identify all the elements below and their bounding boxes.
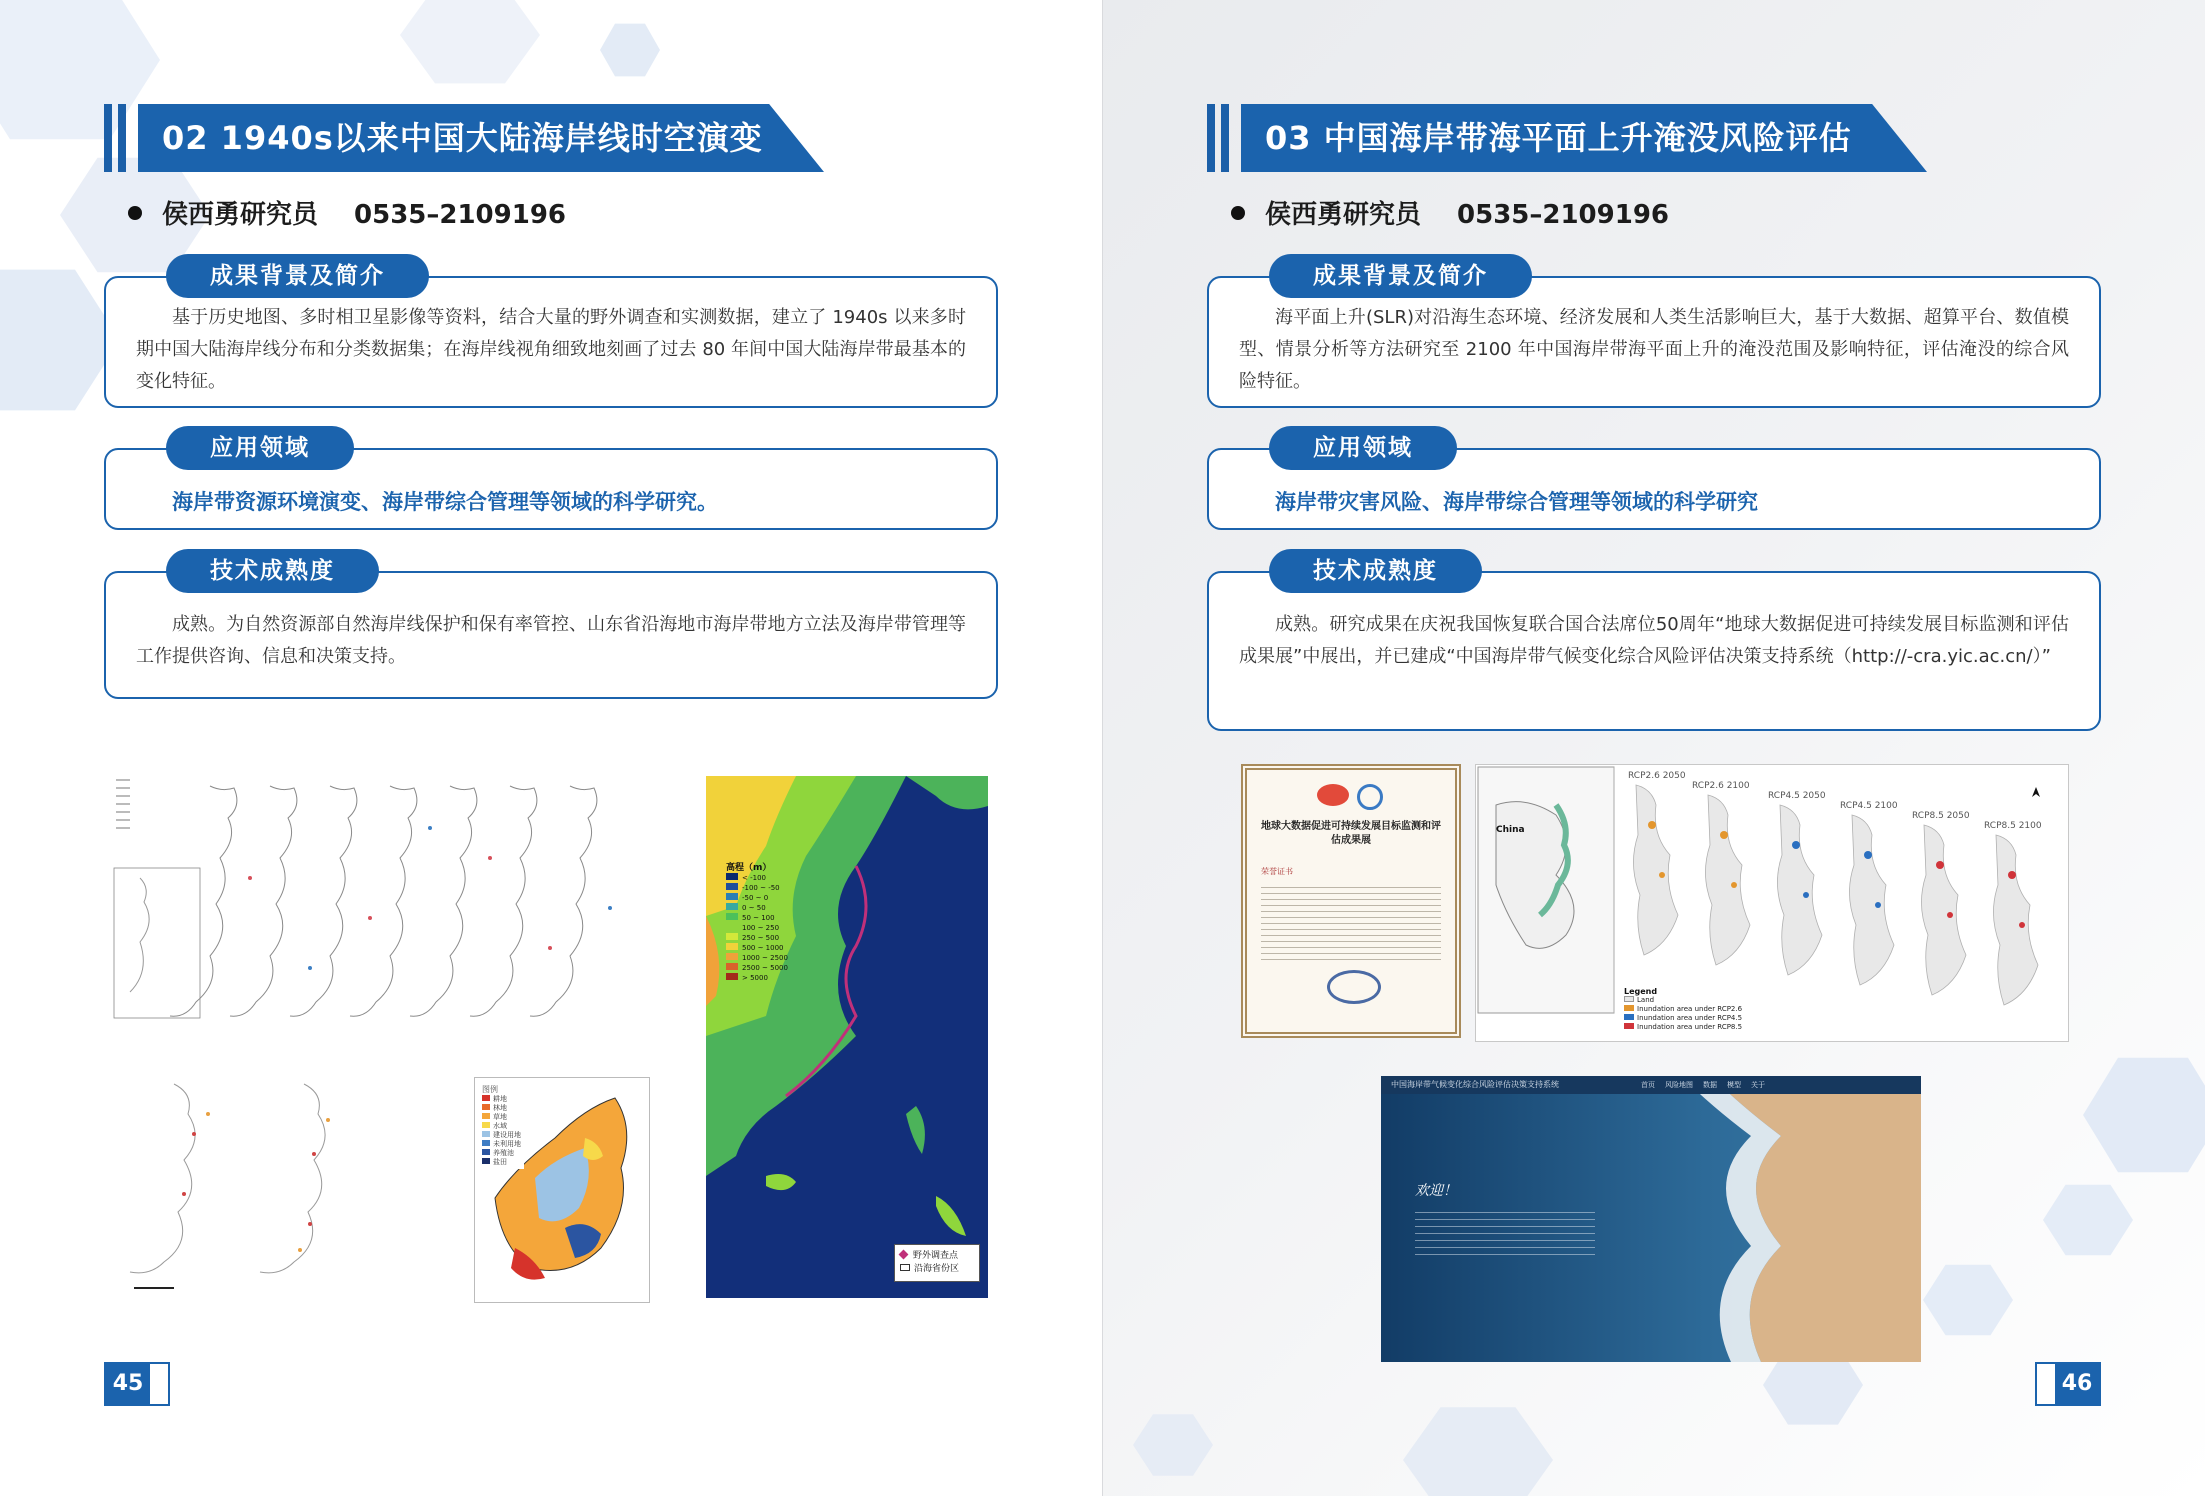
legend-swatch xyxy=(482,1131,490,1137)
page-number: 46 xyxy=(2055,1364,2099,1404)
website-screenshot xyxy=(1381,1076,1921,1362)
section-title-banner xyxy=(1207,104,1927,172)
background-box xyxy=(104,263,998,408)
researcher-line xyxy=(128,194,566,231)
researcher-name: 侯西勇研究员 xyxy=(162,200,319,230)
nav-item[interactable]: 首页 xyxy=(1641,1081,1655,1089)
landuse-map-figure xyxy=(474,1077,650,1303)
maturity-label: 技术成熟度 xyxy=(166,549,379,593)
legend-swatch xyxy=(1624,1014,1634,1020)
survey-point-icon xyxy=(899,1250,909,1260)
decor-hexagon xyxy=(600,20,660,80)
legend-item: -50 ~ 0 xyxy=(742,894,769,902)
nav-item[interactable]: 关于 xyxy=(1751,1081,1765,1089)
legend-swatch xyxy=(726,893,738,900)
legend-swatch xyxy=(726,953,738,960)
certificate-figure xyxy=(1241,764,1461,1038)
decor-hexagon xyxy=(2043,1180,2133,1260)
legend-item: 耕地 xyxy=(493,1095,507,1103)
website-title: 中国海岸带气候变化综合风险评估决策支持系统 xyxy=(1391,1080,1559,1089)
application-box xyxy=(1207,435,2101,530)
page-number-box xyxy=(2035,1362,2101,1406)
legend-item: > 5000 xyxy=(742,974,768,982)
nav-item[interactable]: 风险地图 xyxy=(1665,1081,1693,1089)
coastline-evolution-figure xyxy=(110,768,650,1040)
application-box xyxy=(104,435,998,530)
legend-swatch xyxy=(726,933,738,940)
maturity-label: 技术成熟度 xyxy=(1269,549,1482,593)
scenario-label: RCP2.6 2100 xyxy=(1692,781,1750,791)
legend-swatch xyxy=(482,1122,490,1128)
application-text: 海岸带资源环境演变、海岸带综合管理等领域的科学研究。 xyxy=(172,490,718,514)
bullet-icon xyxy=(1231,206,1245,220)
elevation-map-figure xyxy=(706,776,988,1298)
slr-scenario-figure xyxy=(1475,764,2069,1042)
legend-swatch xyxy=(726,963,738,970)
background-label: 成果背景及简介 xyxy=(166,254,429,298)
decor-hexagon xyxy=(2083,1050,2205,1180)
scenario-label: RCP4.5 2050 xyxy=(1768,791,1826,801)
legend-item: 50 ~ 100 xyxy=(742,914,775,922)
website-welcome: 欢迎！ xyxy=(1415,1183,1457,1199)
decor-hexagon xyxy=(400,0,540,90)
legend-swatch xyxy=(482,1158,490,1164)
left-page xyxy=(0,0,1102,1496)
legend-item: Land xyxy=(1637,996,1655,1004)
bullet-icon xyxy=(128,206,142,220)
legend-item: 1000 ~ 2500 xyxy=(742,954,788,962)
legend-item: Inundation area under RCP4.5 xyxy=(1637,1014,1743,1022)
seal-icon xyxy=(1327,970,1381,1004)
background-box xyxy=(1207,263,2101,408)
certificate-heading: 荣誉证书 xyxy=(1261,867,1293,876)
legend-swatch xyxy=(482,1095,490,1101)
maturity-text: 成熟。为自然资源部自然海岸线保护和保有率管控、山东省沿海地市海岸带地方立法及海岸带管理等工作提供咨询、信息和决策支持。 xyxy=(136,614,966,667)
researcher-name: 侯西勇研究员 xyxy=(1265,200,1422,230)
website-nav[interactable] xyxy=(1641,1080,1765,1090)
scenario-label: RCP4.5 2100 xyxy=(1840,801,1898,811)
legend-item: 野外调查点 xyxy=(913,1251,959,1261)
legend-swatch xyxy=(726,943,738,950)
legend-item: 林地 xyxy=(493,1104,507,1112)
legend-item: 水域 xyxy=(493,1122,507,1130)
page-number-box xyxy=(104,1362,170,1406)
elevation-map-svg xyxy=(706,776,988,1298)
legend-item: -100 ~ -50 xyxy=(742,884,780,892)
legend-item: 100 ~ 250 xyxy=(742,924,780,932)
province-area-icon xyxy=(900,1264,910,1271)
certificate-body xyxy=(1261,882,1441,962)
phone-number: 0535–2109196 xyxy=(1457,200,1670,230)
landuse-legend-list xyxy=(482,1095,521,1167)
legend-item: Inundation area under RCP2.6 xyxy=(1637,1005,1743,1013)
elevation-legend-title: 高程（m） xyxy=(726,863,772,873)
nav-item[interactable]: 模型 xyxy=(1727,1081,1741,1089)
legend-item: Inundation area under RCP8.5 xyxy=(1637,1023,1743,1031)
landuse-legend-title: 图例 xyxy=(482,1085,498,1094)
scenario-label: RCP8.5 2050 xyxy=(1912,811,1970,821)
page-number: 45 xyxy=(106,1364,150,1404)
legend-item: 建设用地 xyxy=(493,1131,521,1139)
decor-hexagon xyxy=(1133,1410,1213,1480)
landuse-legend xyxy=(479,1082,524,1169)
phone-number: 0535–2109196 xyxy=(354,200,567,230)
section-title: 03 中国海岸带海平面上升淹没风险评估 xyxy=(1265,119,1852,157)
application-text: 海岸带灾害风险、海岸带综合管理等领域的科学研究 xyxy=(1275,490,1758,514)
section-title: 02 1940s以来中国大陆海岸线时空演变 xyxy=(162,119,763,157)
china-label: China xyxy=(1496,825,1525,835)
researcher-line xyxy=(1231,194,1669,231)
decor-hexagon xyxy=(1403,1400,1553,1496)
slr-scenario-svg xyxy=(1476,765,2069,1042)
application-label: 应用领域 xyxy=(1269,426,1457,470)
legend-item: 草地 xyxy=(493,1113,507,1121)
legend-item: < -100 xyxy=(742,874,766,882)
legend-swatch xyxy=(726,903,738,910)
legend-swatch xyxy=(482,1149,490,1155)
scenario-label: RCP2.6 2050 xyxy=(1628,771,1686,781)
elevation-legend xyxy=(722,856,806,987)
decor-hexagon xyxy=(0,260,120,420)
section-title-banner xyxy=(104,104,824,172)
legend-swatch xyxy=(726,913,738,920)
coastline-change-figure xyxy=(114,1074,430,1304)
map-legend xyxy=(894,1244,980,1282)
legend-item: 2500 ~ 5000 xyxy=(742,964,788,972)
legend-swatch xyxy=(1624,1023,1634,1029)
legend-swatch xyxy=(1624,1005,1634,1011)
legend-item: 未利用地 xyxy=(493,1140,521,1148)
decor-hexagon xyxy=(1923,1260,2013,1340)
legend-swatch xyxy=(726,883,738,890)
legend-swatch xyxy=(726,923,738,930)
legend-item: 500 ~ 1000 xyxy=(742,944,784,952)
application-label: 应用领域 xyxy=(166,426,354,470)
legend-swatch xyxy=(726,973,738,980)
anniversary-logo-icon xyxy=(1317,784,1349,806)
scenario-label: RCP8.5 2100 xyxy=(1984,821,2042,831)
cbas-logo-icon xyxy=(1357,784,1383,810)
legend-swatch xyxy=(1624,996,1634,1002)
maturity-box xyxy=(1207,558,2101,731)
legend-item: 0 ~ 50 xyxy=(742,904,766,912)
background-text: 基于历史地图、多时相卫星影像等资料，结合大量的野外调查和实测数据，建立了 1940s 以来多时期中国大陆海岸线分布和分类数据集；在海岸线视角细致地刻画了过去 80 年间中国大陆海岸带最基本的变化特征。 xyxy=(136,307,966,392)
legend-title: Legend xyxy=(1624,987,1658,996)
maturity-box xyxy=(104,558,998,699)
coastline-change-svg xyxy=(114,1074,430,1304)
website-intro-text xyxy=(1415,1206,1595,1256)
legend-swatch xyxy=(482,1104,490,1110)
certificate-title: 地球大数据促进可持续发展目标监测和评估成果展 xyxy=(1261,821,1441,846)
maturity-text: 成熟。研究成果在庆祝我国恢复联合国合法席位50周年“地球大数据促进可持续发展目标监测和评估成果展”中展出，并已建成“中国海岸带气候变化综合风险评估决策支持系统（http://-cra.yic.ac.cn/）” xyxy=(1239,614,2069,667)
background-label: 成果背景及简介 xyxy=(1269,254,1532,298)
right-page xyxy=(1103,0,2205,1496)
legend-swatch xyxy=(726,873,738,880)
legend-item: 盐田 xyxy=(493,1158,507,1166)
legend-item: 养殖池 xyxy=(493,1149,514,1157)
slr-legend xyxy=(1624,987,1742,1032)
coastline-maps-svg xyxy=(110,768,650,1040)
legend-item: 沿海省份区 xyxy=(914,1264,960,1274)
legend-item: 250 ~ 500 xyxy=(742,934,780,942)
legend-swatch xyxy=(482,1113,490,1119)
background-text: 海平面上升(SLR)对沿海生态环境、经济发展和人类生活影响巨大，基于大数据、超算平台、数值模型、情景分析等方法研究至 2100 年中国海岸带海平面上升的淹没范围及影响特征，评估淹没的综合风险特征。 xyxy=(1239,307,2069,392)
legend-swatch xyxy=(482,1140,490,1146)
nav-item[interactable]: 数据 xyxy=(1703,1081,1717,1089)
